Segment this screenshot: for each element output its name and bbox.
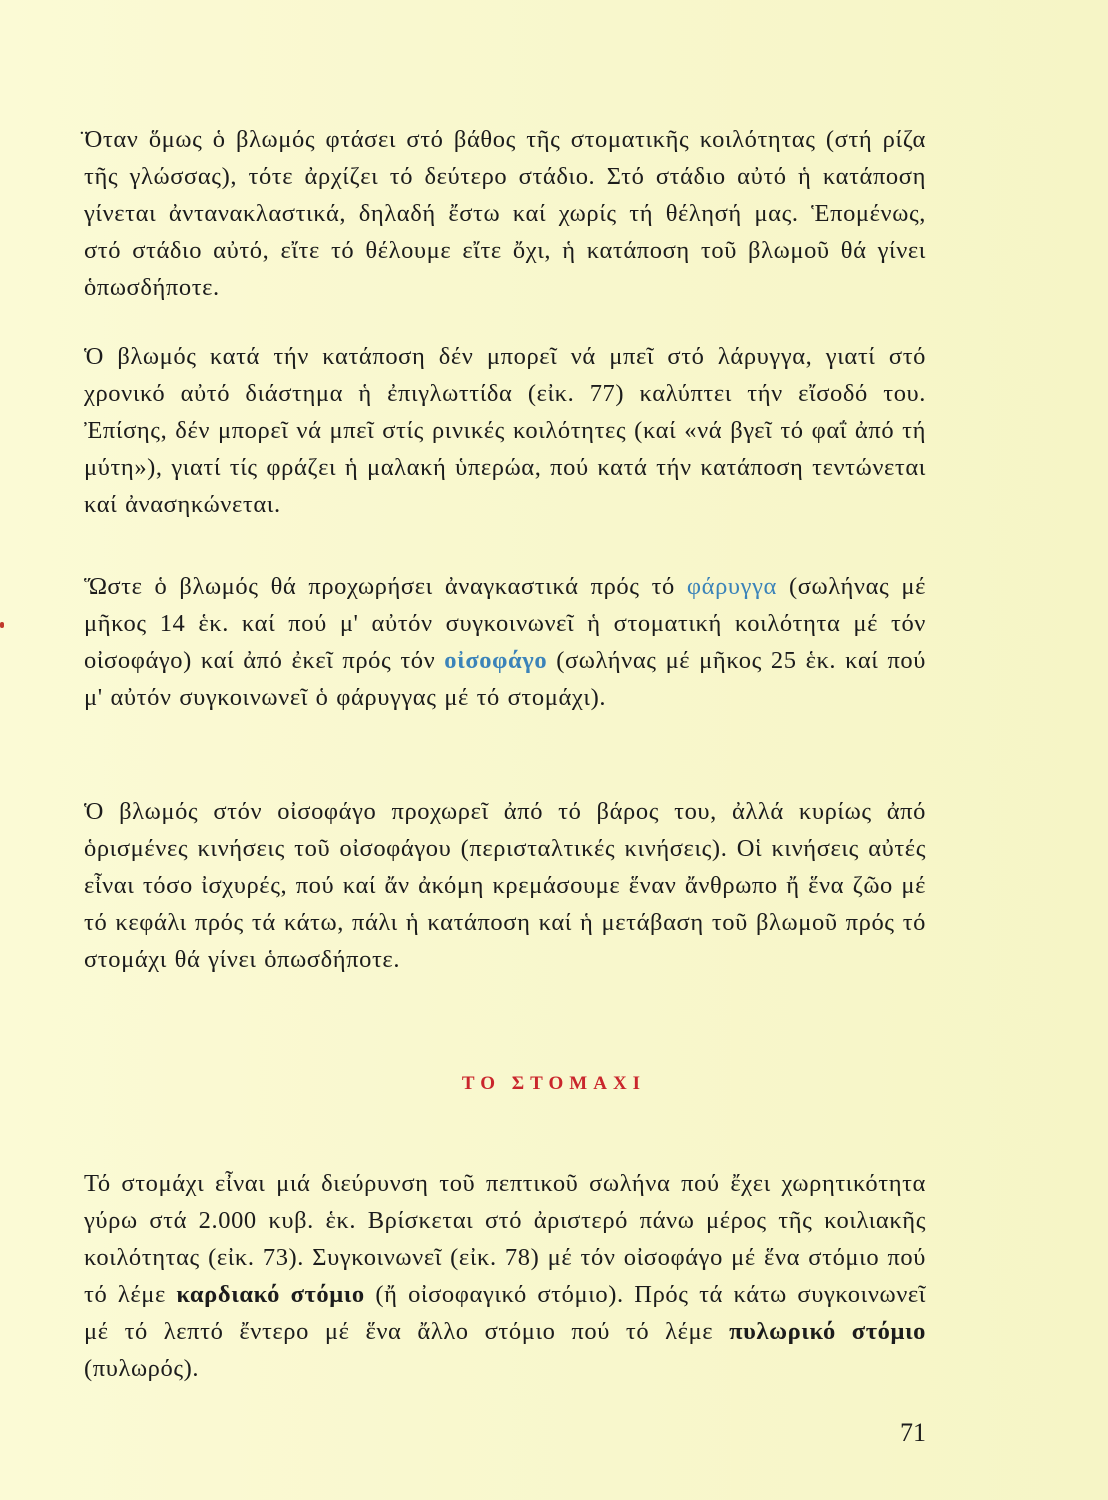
section-heading: ΤΟ ΣΤΟΜΑΧΙ xyxy=(461,1073,647,1094)
term-esophagus: οἰσοφάγο xyxy=(444,647,548,674)
paragraph-epiglottis: Ὁ βλωμός κατά τήν κατάποση δέν μπορεῖ νά μπεῖ στό λάρυγγα, γιατί στό χρονικό αὐτό διάστημα ἡ ἐπιγλωττίδα (εἰκ. 77) καλύπτει τήν εἴσοδό του. Ἐπίσης, δέν μπορεῖ νά μπεῖ στίς ρινικές κοιλότητες (καί «νά βγεῖ τό φαΐ ἀπό τή μύτη»), γιατί τίς φράζει ἡ μαλακή ὑπερώα, πού κατά τήν κατάποση τεντώνεται καί ἀνασηκώνεται. xyxy=(84,343,926,518)
paragraph-swallowing-second-stage: ̈Οταν ὅμως ὁ βλωμός φτάσει στό βάθος τῆς στοματικῆς κοιλότητας (στή ρίζα τῆς γλώσσας), τότε ἀρχίζει τό δεύτερο στάδιο. Στό στάδιο αὐτό ἡ κατάποση γίνεται ἀντανακλαστικά, δηλαδή ἔστω καί χωρίς τή θέλησή μας. Ἑπομένως, στό στάδιο αὐτό, εἴτε τό θέλουμε εἴτε ὄχι, ἡ κατάποση τοῦ βλωμοῦ θά γίνει ὁπωσδήποτε. xyxy=(84,126,926,301)
paragraph-text: (σωλήνας μέ μῆκος 14 ἑκ. καί πού μ' αὐτόν συγκοινωνεῖ ἡ στοματική κοιλότητα μέ τόν οἰσοφάγο) καί ἀπό ἐκεῖ πρός τόν xyxy=(84,573,926,674)
paragraph-text: (σωλήνας μέ μῆκος 25 ἑκ. καί πού μ' αὐτόν συγκοινωνεῖ ὁ φάρυγγας μέ τό στομάχι). xyxy=(84,647,927,711)
margin-mark xyxy=(0,622,4,628)
term-pharynx: φάρυγγα xyxy=(686,573,777,600)
paragraph-text: Ὥστε ὁ βλωμός θά προχωρήσει ἀναγκαστικά πρός τό xyxy=(84,573,675,600)
term-pyloric-orifice: πυλωρικό στόμιο xyxy=(729,1318,926,1345)
page-number: 71 xyxy=(900,1418,926,1447)
paragraph-text: (πυλωρός). xyxy=(84,1355,200,1382)
paragraph-text: (ἤ οἰσοφαγικό στόμιο). Πρός τά κάτω συγκοινωνεῖ μέ τό λεπτό ἔντερο μέ ἕνα ἄλλο στόμιο πού τό λέμε xyxy=(84,1281,927,1345)
paragraph-pharynx-esophagus xyxy=(84,568,926,716)
paragraph-stomach xyxy=(84,1165,926,1387)
term-cardiac-orifice: καρδιακό στόμιο xyxy=(176,1281,365,1308)
paragraph-peristalsis: Ὁ βλωμός στόν οἰσοφάγο προχωρεῖ ἀπό τό βάρος του, ἀλλά κυρίως ἀπό ὁρισμένες κινήσεις τοῦ οἰσοφάγου (περισταλτικές κινήσεις). Οἱ κινήσεις αὐτές εἶναι τόσο ἰσχυρές, πού καί ἄν ἀκόμη κρεμάσουμε ἕναν ἄνθρωπο ἤ ἕνα ζῶο μέ τό κεφάλι πρός τά κάτω, πάλι ἡ κατάποση καί ἡ μετάβαση τοῦ βλωμοῦ πρός τό στομάχι θά γίνει ὁπωσδήποτε. xyxy=(84,798,926,973)
paragraph-text: Τό στομάχι εἶναι μιά διεύρυνση τοῦ πεπτικοῦ σωλήνα πού ἔχει χωρητικότητα γύρω στά 2.000 κυβ. ἑκ. Βρίσκεται στό ἀριστερό πάνω μέρος τῆς κοιλιακῆς κοιλότητας (εἰκ. 73). Συγκοινωνεῖ (εἰκ. 78) μέ τόν οἰσοφάγο μέ ἕνα στόμιο πού τό λέμε xyxy=(84,1170,926,1308)
